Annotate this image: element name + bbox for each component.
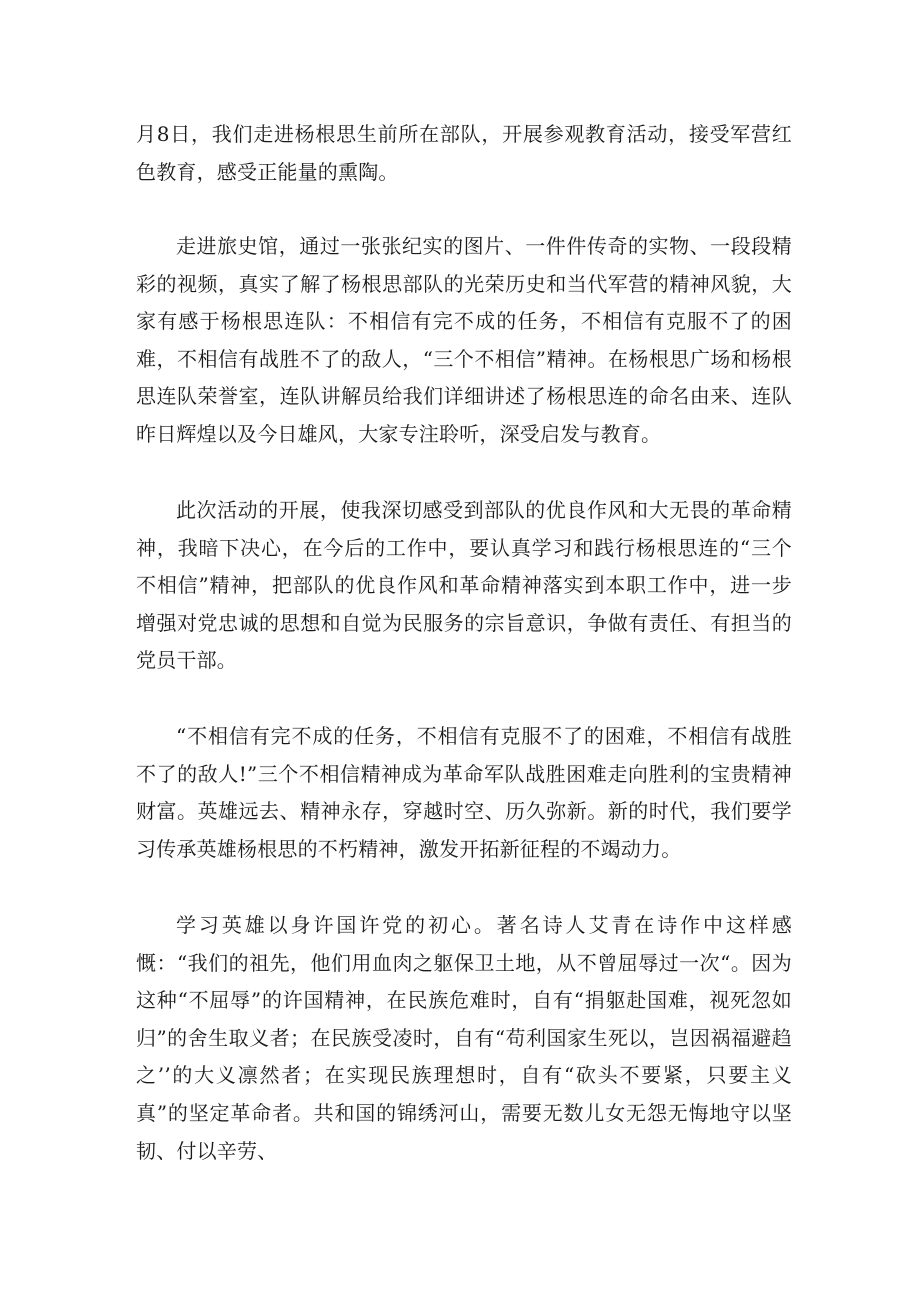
paragraph-visit-intro: 月8日，我们走进杨根思生前所在部队，开展参观教育活动，接受军营红色教育，感受正能量的熏陶。	[136, 122, 792, 184]
paragraph-learn-heroes: 学习英雄以身许国许党的初心。著名诗人艾青在诗作中这样感慨：“我们的祖先，他们用血肉之躯保卫土地，从不曾屈辱过一次“。因为这种“不屈辱”的许国精神，在民族危难时，自有“捐躯赴国难，视死忽如归”的舍生取义者；在民族受凌时，自有“苟利国家生死以，岂因祸福避趋之’’的大义凛然者；在实现民族理想时，自有“砍头不要紧，只要主义真”的坚定革命者。共和国的锦绣河山，需要无数儿女无怨无悔地守以坚韧、付以辛劳、	[136, 913, 792, 1163]
paragraph-three-beliefs: “不相信有完不成的任务，不相信有克服不了的困难，不相信有战胜不了的敌人!”三个不相信精神成为革命军队战胜困难走向胜利的宝贵精神财富。英雄远去、精神永存，穿越时空、历久弥新。新的时代，我们要学习传承英雄杨根思的不朽精神，激发开拓新征程的不竭动力。	[136, 724, 792, 861]
paragraph-museum-visit: 走进旅史馆，通过一张张纪实的图片、一件件传奇的实物、一段段精彩的视频，真实了解了杨根思部队的光荣历史和当代军营的精神风貌，大家有感于杨根思连队：不相信有完不成的任务，不相信有克服不了的困难，不相信有战胜不了的敌人，“三个不相信”精神。在杨根思广场和杨根思连队荣誉室，连队讲解员给我们详细讲述了杨根思连的命名由来、连队昨日辉煌以及今日雄风，大家专注聆听，深受启发与教育。	[136, 234, 792, 446]
paragraph-reflection: 此次活动的开展，使我深切感受到部队的优良作风和大无畏的革命精神，我暗下决心，在今后的工作中，要认真学习和践行杨根思连的“三个不相信”精神，把部队的优良作风和革命精神落实到本职工作中，进一步增强对党忠诚的思想和自觉为民服务的宗旨意识，争做有责任、有担当的党员干部。	[136, 498, 792, 673]
